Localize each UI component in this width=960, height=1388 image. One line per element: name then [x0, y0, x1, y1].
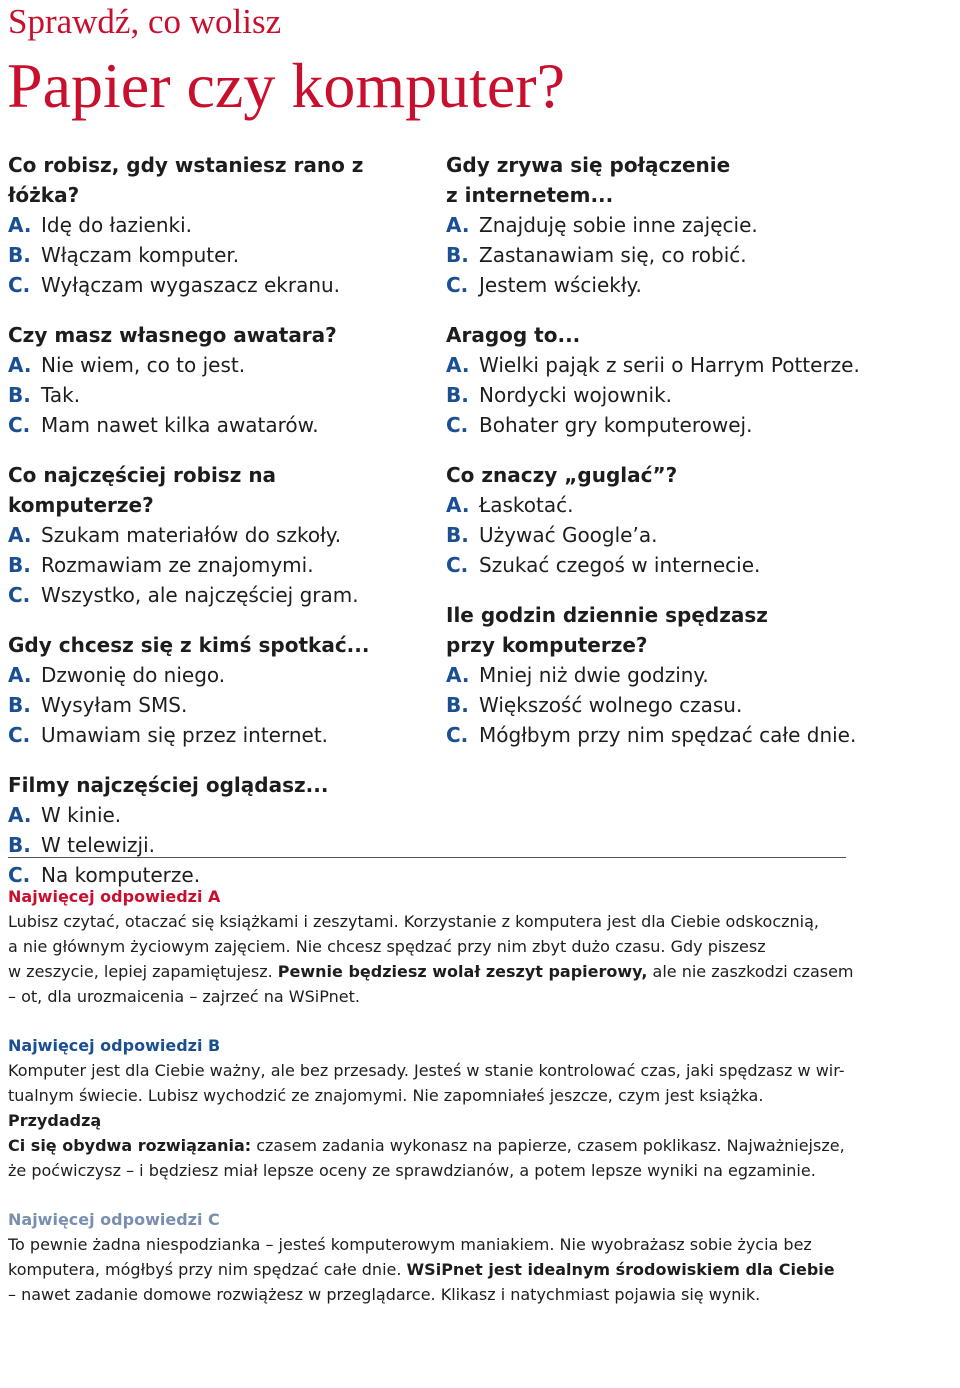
option-letter: C. [8, 583, 31, 607]
option-text: Na komputerze. [41, 863, 201, 887]
answer-option [8, 210, 428, 240]
option-text: Wyłączam wygaszacz ekranu. [41, 273, 341, 297]
result-line [8, 959, 854, 984]
option-letter: B. [446, 523, 469, 547]
result-c-text [8, 1232, 854, 1307]
quiz-question [8, 150, 428, 300]
option-letter: B. [8, 693, 31, 717]
question-text: Co najczęściej robisz na komputerze? [8, 463, 277, 517]
result-line [8, 984, 854, 1009]
answer-option [8, 270, 428, 300]
text-run: a nie głównym życiowym zajęciem. Nie chcesz spędzać przy nim zbyt dużo czasu. Gdy piszesz [8, 937, 766, 956]
option-letter: C. [446, 413, 469, 437]
answer-option [446, 720, 866, 750]
answer-option [8, 690, 428, 720]
question-text: Filmy najczęściej oglądasz... [8, 773, 329, 797]
question-text: Gdy chcesz się z kimś spotkać... [8, 633, 370, 657]
result-line [8, 934, 854, 959]
result-b-text [8, 1058, 854, 1183]
question-text: Aragog to... [446, 323, 581, 347]
option-text: Zastanawiam się, co robić. [479, 243, 747, 267]
answer-option [446, 490, 866, 520]
option-text: Rozmawiam ze znajomymi. [41, 553, 314, 577]
result-line [8, 1232, 854, 1257]
option-text: Większość wolnego czasu. [479, 693, 743, 717]
result-c [8, 1207, 854, 1307]
result-line [8, 1083, 854, 1133]
question-text: Ile godzin dziennie spędzasz przy komputerze? [446, 603, 768, 657]
result-a-heading: Najwięcej odpowiedzi A [8, 887, 221, 906]
option-text: W telewizji. [41, 833, 156, 857]
answer-option [8, 660, 428, 690]
answer-option [8, 380, 428, 410]
option-text: Znajduję sobie inne zajęcie. [479, 213, 758, 237]
answer-option [8, 350, 428, 380]
quiz-question [446, 460, 866, 580]
option-text: Wysyłam SMS. [41, 693, 188, 717]
option-text: Szukam materiałów do szkoły. [41, 523, 342, 547]
answer-option [8, 240, 428, 270]
text-run: że poćwiczysz – i będziesz miał lepsze oceny ze sprawdzianów, a potem lepsze wyniki na egzaminie. [8, 1161, 816, 1180]
option-letter: C. [8, 863, 31, 887]
answer-option [8, 800, 428, 830]
option-letter: C. [446, 273, 469, 297]
option-letter: A. [446, 213, 470, 237]
option-text: Mam nawet kilka awatarów. [41, 413, 319, 437]
answer-option [446, 350, 866, 380]
option-letter: B. [446, 693, 469, 717]
option-text: Włączam komputer. [41, 243, 240, 267]
quiz-question [446, 600, 866, 750]
option-text: Umawiam się przez internet. [41, 723, 329, 747]
result-line [8, 1058, 854, 1083]
bold-phrase: Przydadzą [8, 1111, 102, 1130]
option-text: Mógłbym przy nim spędzać całe dnie. [479, 723, 857, 747]
option-text: Wielki pająk z serii o Harrym Potterze. [479, 353, 860, 377]
result-line [8, 1133, 854, 1158]
page-kicker: Sprawdź, co wolisz [8, 2, 282, 41]
question-text: Co robisz, gdy wstaniesz rano z łóżka? [8, 153, 364, 207]
text-run: w zeszycie, lepiej zapamiętujesz. [8, 962, 278, 981]
bold-phrase: Pewnie będziesz wolał zeszyt papierowy, [277, 962, 648, 981]
quiz-question [446, 320, 866, 440]
quiz-question [8, 460, 428, 610]
option-letter: A. [8, 213, 32, 237]
option-text: Używać Google’a. [479, 523, 658, 547]
option-text: W kinie. [41, 803, 122, 827]
answer-option [446, 410, 866, 440]
answer-option [446, 520, 866, 550]
right-question-column [446, 150, 866, 770]
text-run: ale nie zaszkodzi czasem [647, 962, 854, 981]
answer-option [8, 830, 428, 860]
option-letter: A. [8, 523, 32, 547]
option-text: Nordycki wojownik. [479, 383, 673, 407]
option-letter: A. [8, 663, 32, 687]
option-letter: A. [8, 803, 32, 827]
option-text: Mniej niż dwie godziny. [479, 663, 709, 687]
quiz-question [8, 630, 428, 750]
answer-option [446, 240, 866, 270]
option-text: Szukać czegoś w internecie. [479, 553, 761, 577]
bold-phrase: WSiPnet jest idealnym środowiskiem dla Ciebie [406, 1260, 835, 1279]
option-letter: B. [8, 833, 31, 857]
answer-option [446, 660, 866, 690]
text-run: – nawet zadanie domowe rozwiążesz w przeglądarce. Klikasz i natychmiast pojawia się wynik. [8, 1285, 761, 1304]
text-run: Lubisz czytać, otaczać się książkami i zeszytami. Korzystanie z komputera jest dla Ciebie odskocznią, [8, 912, 819, 931]
section-divider [8, 857, 846, 858]
option-text: Jestem wściekły. [479, 273, 642, 297]
option-letter: B. [446, 383, 469, 407]
result-line [8, 1257, 854, 1282]
result-c-heading: Najwięcej odpowiedzi C [8, 1210, 220, 1229]
option-letter: A. [446, 663, 470, 687]
answer-option [446, 210, 866, 240]
option-letter: B. [8, 553, 31, 577]
option-letter: A. [446, 493, 470, 517]
option-letter: C. [8, 273, 31, 297]
answer-option [8, 550, 428, 580]
text-run: To pewnie żadna niespodzianka – jesteś komputerowym maniakiem. Nie wyobrażasz sobie życia bez [8, 1235, 812, 1254]
text-run: czasem zadania wykonasz na papierze, czasem poklikasz. Najważniejsze, [251, 1136, 845, 1155]
quiz-question [8, 320, 428, 440]
option-letter: C. [446, 723, 469, 747]
result-line [8, 1282, 854, 1307]
result-b [8, 1033, 854, 1183]
option-letter: B. [8, 383, 31, 407]
option-text: Bohater gry komputerowej. [479, 413, 753, 437]
answer-option [446, 270, 866, 300]
option-letter: A. [446, 353, 470, 377]
question-text: Co znaczy „guglać”? [446, 463, 678, 487]
question-text: Gdy zrywa się połączenie z internetem... [446, 153, 731, 207]
result-a-text [8, 909, 854, 1009]
option-letter: B. [8, 243, 31, 267]
answer-option [446, 690, 866, 720]
option-text: Tak. [41, 383, 81, 407]
results-section [8, 884, 854, 1331]
left-question-column [8, 150, 428, 910]
option-letter: A. [8, 353, 32, 377]
option-text: Nie wiem, co to jest. [41, 353, 246, 377]
page-title: Papier czy komputer? [7, 50, 565, 121]
option-text: Idę do łazienki. [41, 213, 193, 237]
result-line [8, 909, 854, 934]
answer-option [8, 520, 428, 550]
option-text: Dzwonię do niego. [41, 663, 226, 687]
answer-option [446, 380, 866, 410]
option-text: Łaskotać. [479, 493, 574, 517]
text-run: tualnym świecie. Lubisz wychodzić ze znajomymi. Nie zapomniałeś jeszcze, czym jest książka. [8, 1086, 764, 1105]
result-line [8, 1158, 854, 1183]
answer-option [8, 720, 428, 750]
quiz-question [446, 150, 866, 300]
result-b-heading: Najwięcej odpowiedzi B [8, 1036, 221, 1055]
text-run: – ot, dla urozmaicenia – zajrzeć na WSiPnet. [8, 987, 360, 1006]
text-run: komputera, mógłbyś przy nim spędzać całe dnie. [8, 1260, 407, 1279]
option-letter: C. [446, 553, 469, 577]
option-letter: C. [8, 723, 31, 747]
bold-phrase: Ci się obydwa rozwiązania: [8, 1136, 252, 1155]
answer-option [8, 580, 428, 610]
text-run: Komputer jest dla Ciebie ważny, ale bez przesady. Jesteś w stanie kontrolować czas, jaki spędzasz w wir- [8, 1061, 845, 1080]
result-a [8, 884, 854, 1009]
option-letter: B. [446, 243, 469, 267]
answer-option [8, 410, 428, 440]
quiz-question [8, 770, 428, 890]
answer-option [446, 550, 866, 580]
question-text: Czy masz własnego awatara? [8, 323, 337, 347]
option-letter: C. [8, 413, 31, 437]
option-text: Wszystko, ale najczęściej gram. [41, 583, 359, 607]
